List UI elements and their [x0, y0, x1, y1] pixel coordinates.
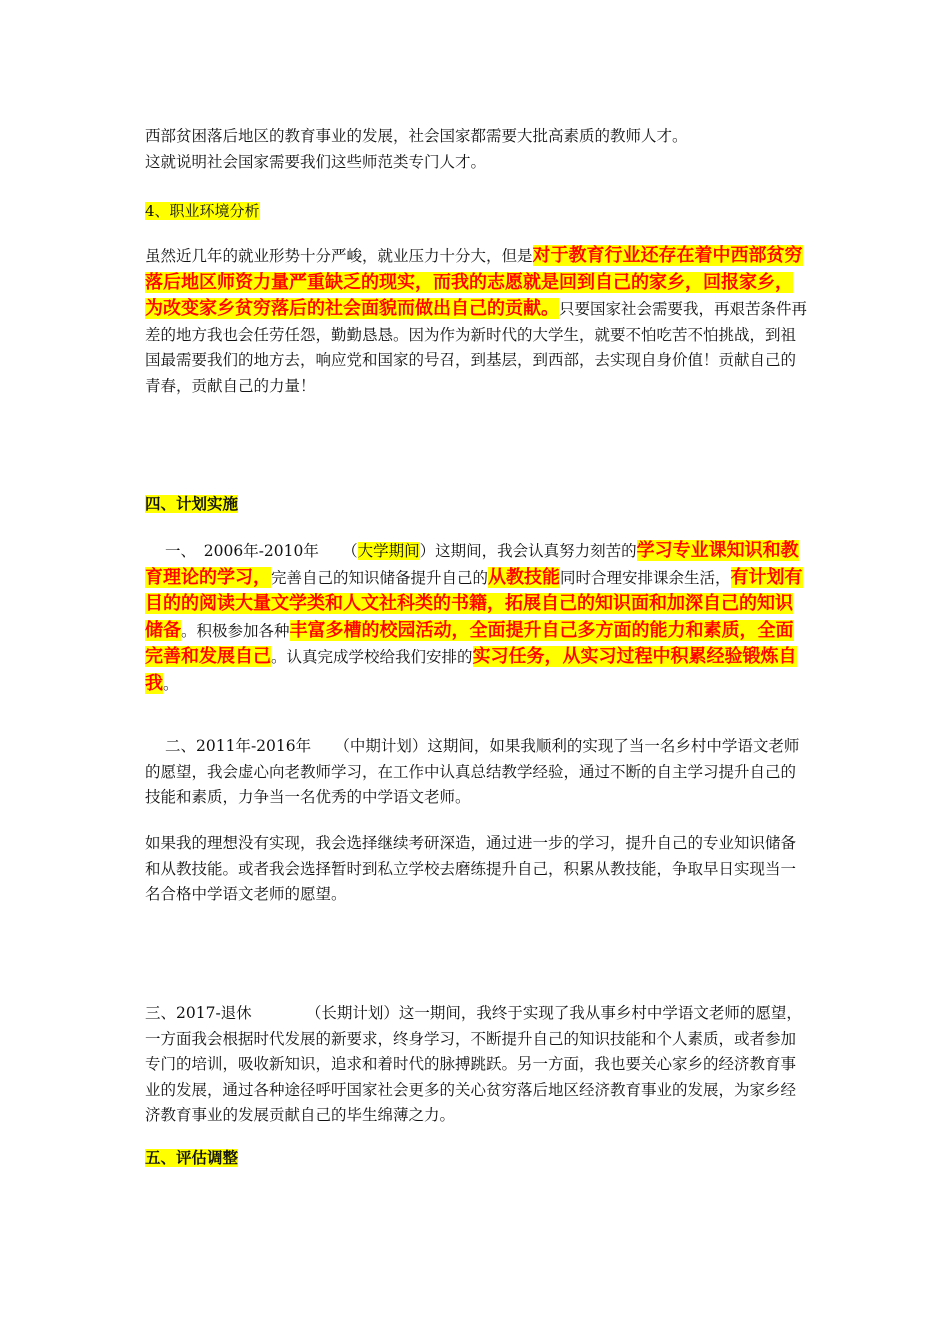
highlighted-text: 从教技能	[488, 566, 561, 588]
text-run: 虽然近几年的就业形势十分严峻，就业压力十分大，但是	[145, 247, 533, 265]
text-run: 。	[163, 674, 179, 693]
intro-line-2: 这就说明社会国家需要我们这些师范类专门人才。	[145, 152, 487, 171]
intro-line-1: 西部贫困落后地区的教育事业的发展，社会国家都需要大批高素质的教师人才。	[145, 127, 688, 145]
text-run: 同时合理安排课余生活，	[560, 568, 731, 587]
text-run: 一、 2006年-2010年 （	[165, 542, 358, 560]
highlighted-text: 实习任务，从实习过程中积累经验锻炼自我	[145, 646, 797, 694]
text-run: 二、2011年-2016年 （中期计划）这期间，如果我顺利的实现了当一名乡村中学语文老师的愿望，我会虚心向老教师学习，在工作中认真总结教学经验，通过不断的自主学习提升自己的技能和素质，力争当一名优秀的中学语文老师。	[145, 737, 800, 807]
career-environment-paragraph	[145, 243, 810, 400]
highlighted-text: 大学期间	[357, 542, 420, 560]
text-run: 如果我的理想没有实现，我会选择继续考研深造，通过进一步的学习，提升自己的专业知识储备和从教技能。或者我会选择暂时到私立学校去磨练提升自己，积累从教技能，争取早日实现当一名合格中学语文老师的愿望。	[145, 834, 797, 904]
text-run: 三、2017-退休 （长期计划）这一期间，我终于实现了我从事乡村中学语文老师的愿望，一方面我会根据时代发展的新要求，终身学习，不断提升自己的知识技能和个人素质，或者参加专门的培训，吸收新知识，追求和着时代的脉搏跳跃。另一方面，我也要关心家乡的经济教育事业的发展，通过各种途径呼吁国家社会更多的关心贫穷落后地区经济教育事业的发展，为家乡经济教育事业的发展贡献自己的毕生绵薄之力。	[145, 1004, 802, 1125]
text-run: 。认真完成学校给我们安排的	[271, 648, 473, 667]
highlighted-text: 对于教育行业还存在着中西部贫穷落后地区师资力量严重缺乏的现实，而我的志愿就是回到自己的家乡，回报家乡，为改变家乡贫穷落后的社会面貌而做出自己的贡献。	[145, 245, 803, 320]
text-run: 完善自己的知识储备提升自己的	[271, 568, 489, 587]
highlighted-text: 有计划有目的的阅读大量文学类和人文社科类的书籍，拓展自己的知识面和加深自己的知识储备	[145, 566, 803, 641]
highlighted-text: 丰富多槽的校园活动，全面提升自己多方面的能力和素质，全面完善和发展自己	[145, 619, 794, 668]
heading-text: 四、计划实施	[145, 495, 239, 513]
plan-university-paragraph	[145, 538, 810, 698]
heading-text: 五、评估调整	[145, 1149, 239, 1167]
text-run: 。积极参加各种	[181, 621, 290, 640]
plan-alternative-paragraph	[145, 831, 810, 908]
heading-text: 4、职业环境分析	[145, 202, 260, 220]
text-run: 只要国家社会需要我，再艰苦条件再差的地方我也会任劳任怨，勤勤恳恳。因为作为新时代的大学生，就要不怕吃苦不怕挑战，到祖国最需要我们的地方去，响应党和国家的号召，到基层，到西部，去实现自身价值！贡献自己的青春，贡献自己的力量！	[145, 300, 808, 395]
plan-mid-term-paragraph	[145, 734, 810, 811]
intro-paragraph	[145, 124, 810, 175]
plan-long-term-paragraph	[145, 1001, 810, 1129]
section-heading-plan	[145, 492, 810, 518]
section-heading-career-environment	[145, 199, 810, 225]
section-heading-evaluation	[145, 1146, 810, 1172]
text-run: ）这期间，我会认真努力刻苦的	[419, 542, 637, 560]
highlighted-text: 学习专业课知识和教育理论的学习，	[145, 540, 799, 588]
